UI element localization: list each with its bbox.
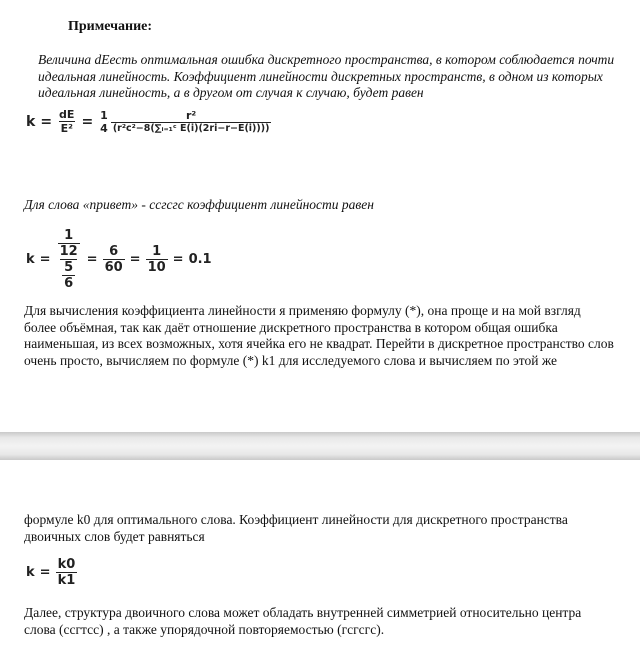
paragraph-privet: Для слова «привет» - ссгсгс коэффициент линейности равен bbox=[24, 197, 374, 212]
formula1-E2: E² bbox=[60, 122, 73, 135]
formula1-lhs: k bbox=[26, 113, 36, 130]
formula2-six-sixtieths bbox=[103, 244, 125, 275]
paragraph-binary-words: формуле k0 для оптимального слова. Коэффициент линейности для дискретного пространства двоичных слов будет равняться bbox=[24, 512, 568, 544]
formula2-five-sixths bbox=[62, 260, 75, 291]
formula1-denominator: (r²c²−8(∑ᵢ₌₁ᶜ E(i)(2ri−r−E(i)))) bbox=[112, 123, 270, 134]
formula1-r2: r² bbox=[186, 109, 197, 122]
formula1-dE: dE bbox=[59, 108, 75, 121]
paragraph-intro: Величина dEесть оптимальная ошибка дискретного пространства, в котором соблюдается почти идеальная линейность. Коэффициент линейности дискретных пространств, в одном из которых идеальная линейность, а в другом от случая к случаю, будет равен bbox=[38, 52, 615, 100]
paragraph-symmetry: Далее, структура двоичного слова может обладать внутренней симметрией относительно центра слова (ссгтсс) , а также упорядочной повторяемостью (гсгсгс). bbox=[24, 605, 582, 637]
formula2-a-den-den: 6 bbox=[64, 276, 74, 291]
formula3-fraction bbox=[56, 557, 78, 588]
formula2-a-den-num: 5 bbox=[64, 260, 74, 275]
paragraph-method: Для вычисления коэффициента линейности я применяю формулу (*), она проще и на мой взгляд более объёмная, так как даёт отношение дискретного пространства в котором общая ошибка наименьшая, из всех возможных, хотя ячейка его не квадрат. Перейти в дискретное пространство слов очень просто, вычисляем по формуле (*) k1 для исследуемого слова и вычисляем по этой же bbox=[24, 303, 614, 368]
page-separator bbox=[0, 432, 640, 460]
formula1-one: 1 bbox=[100, 108, 108, 122]
formula-binary-linearity: k = $\frac{k0}{k1}$ bbox=[26, 557, 76, 588]
formula2-one-twelfth bbox=[58, 228, 80, 259]
formula2-a-num-den: 12 bbox=[59, 244, 78, 259]
formula2-compound-fraction bbox=[56, 228, 82, 291]
formula1-fraction-dE bbox=[57, 108, 76, 135]
formula2-c-num: 1 bbox=[152, 244, 162, 259]
note-heading: Примечание: bbox=[68, 19, 153, 34]
formula2-a-num: 1 bbox=[64, 228, 74, 243]
formula2-one-tenth bbox=[146, 244, 168, 275]
formula1-fraction-main bbox=[111, 109, 272, 134]
formula2-b-num: 6 bbox=[109, 244, 119, 259]
formula2-lhs: k bbox=[26, 252, 35, 267]
formula-privet: k = $\frac{\frac{1}{12}}{\frac{5}{6}}$ = $\frac{6}{60}$ = $\frac{1}{10}$ = 0.1 bbox=[26, 228, 212, 291]
formula2-c-den: 10 bbox=[147, 260, 166, 275]
formula3-k1: k1 bbox=[57, 573, 76, 588]
formula2-result: 0.1 bbox=[188, 252, 212, 267]
formula1-fraction-quarter bbox=[98, 109, 110, 135]
formula2-b-den: 60 bbox=[104, 260, 123, 275]
formula1-four: 4 bbox=[100, 121, 108, 135]
formula-linearity-general: k = $\frac{dE}{\text{E²}}$ = 1 4 $\frac{\text{r²}}{\text{(r²c²−8(∑ᵢ₌₁ᶜ E(i)(2ri−r−E(i))))}}$ bbox=[26, 108, 270, 135]
formula3-lhs: k bbox=[26, 565, 35, 580]
formula3-k0: k0 bbox=[57, 557, 76, 572]
